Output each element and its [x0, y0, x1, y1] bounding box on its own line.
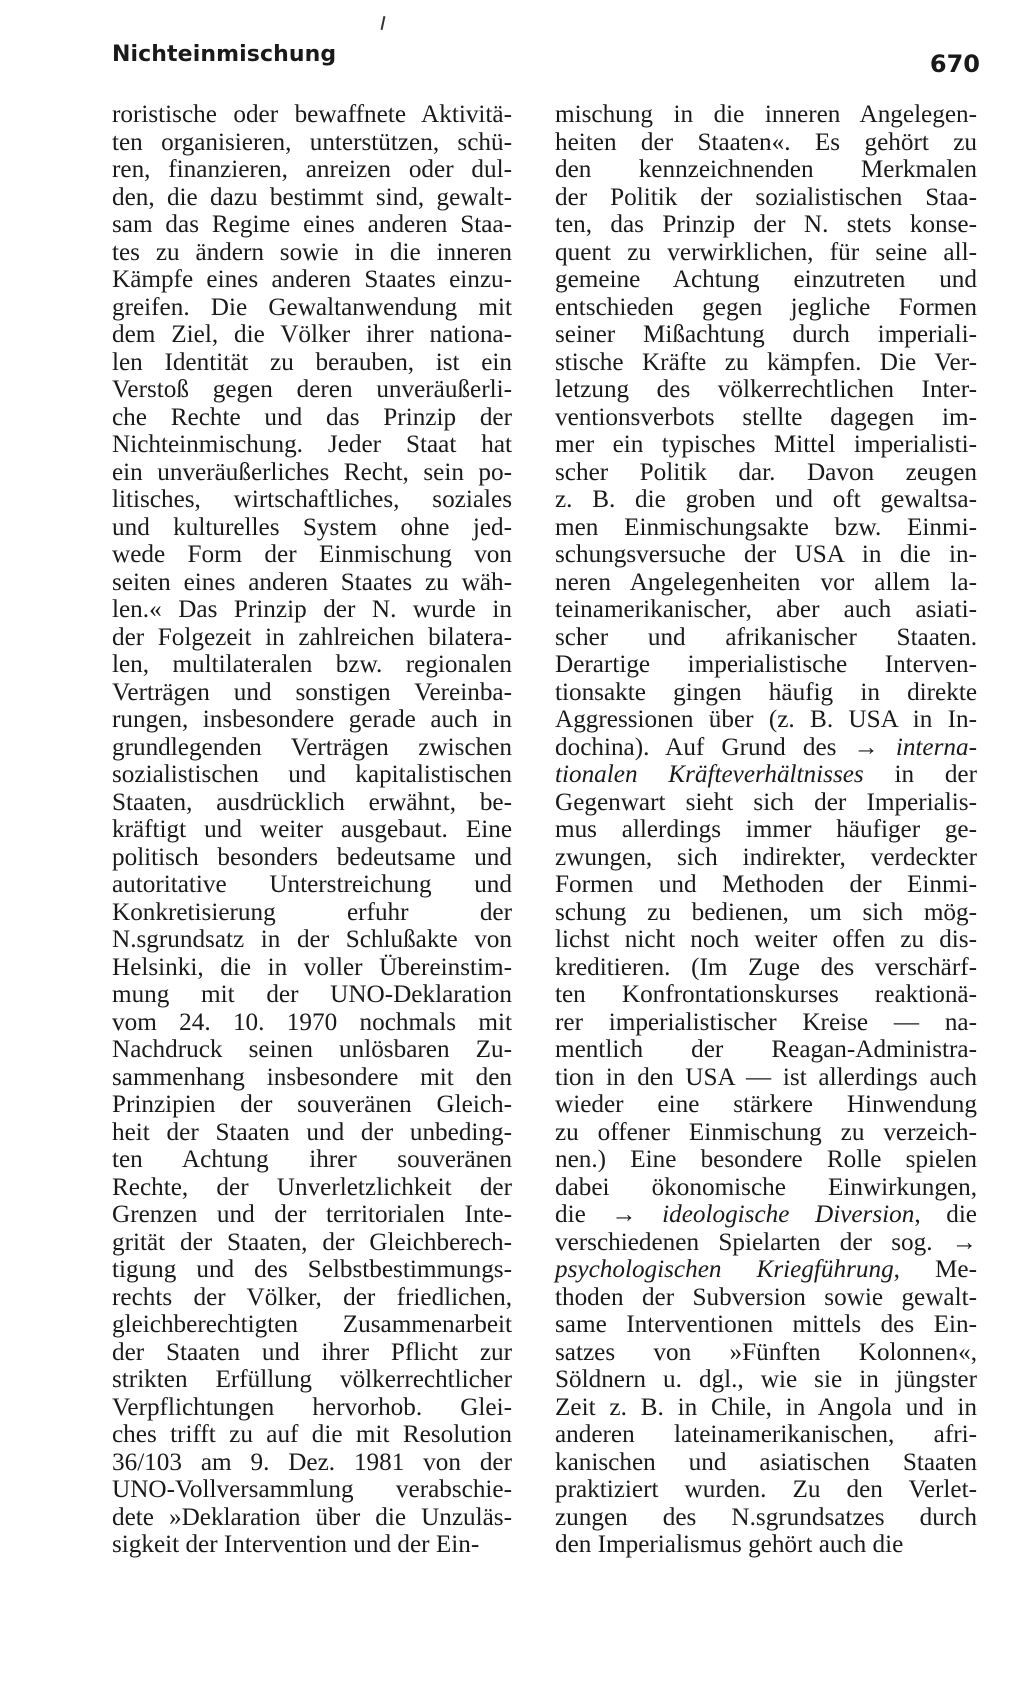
text-line: greifen. Die Gewaltanwendung mit [112, 293, 512, 321]
text-line: Derartige imperialistische Interven- [555, 651, 977, 678]
text-line: Helsinki, die in voller Übereinstim- [112, 953, 512, 981]
text-line: schungsversuche der USA in die in- [555, 541, 977, 568]
print-mark [381, 16, 386, 30]
text-line: verschiedenen Spielarten der sog. → [555, 1228, 977, 1256]
text-line: zungen des N.sgrundsatzes durch [555, 1503, 977, 1531]
text-line: wieder eine stärkere Hinwendung [555, 1091, 977, 1118]
text-line: kräftigt und weiter ausgebaut. Eine [112, 816, 512, 843]
text-line: same Interventionen mittels des Ein- [555, 1311, 977, 1338]
text-line: seiner Mißachtung durch imperiali- [555, 321, 977, 348]
text-line: len Identität zu berauben, ist ein [112, 348, 512, 376]
text-line: mung mit der UNO-Deklaration [112, 981, 512, 1008]
text-line: der Staaten und ihrer Pflicht zur [112, 1338, 512, 1366]
text-line: ches trifft zu auf die mit Resolution [112, 1421, 512, 1448]
text-line: seiten eines anderen Staates zu wäh- [112, 568, 512, 596]
text-line: men Einmischungsakte bzw. Einmi- [555, 513, 977, 541]
text-line: sozialistischen und kapitalistischen [112, 761, 512, 788]
text-line: Grenzen und der territorialen Inte- [112, 1201, 512, 1228]
text-line: lichst nicht noch weiter offen zu dis- [555, 926, 977, 953]
text-line: der Folgezeit in zahlreichen bilatera- [112, 623, 512, 651]
text-line: neren Angelegenheiten vor allem la- [555, 568, 977, 596]
text-line: tion in den USA — ist allerdings auch [555, 1063, 977, 1091]
text-line: die → ideologische Diversion, die [555, 1201, 977, 1228]
text-line: nen.) Eine besondere Rolle spielen [555, 1146, 977, 1173]
text-line: Prinzipien der souveränen Gleich- [112, 1091, 512, 1118]
text-line: kreditieren. (Im Zuge des verschärf- [555, 953, 977, 981]
text-line: tionalen Kräfteverhältnisses in der [555, 761, 977, 788]
text-line: Zeit z. B. in Chile, in Angola und in [555, 1393, 977, 1421]
text-line: Nichteinmischung. Jeder Staat hat [112, 431, 512, 458]
text-line: scher und afrikanischer Staaten. [555, 623, 977, 651]
text-line: ten Konfrontationskurses reaktionä- [555, 981, 977, 1008]
text-line: Verstoß gegen deren unveräußerli- [112, 376, 512, 403]
left-column [112, 101, 512, 1559]
text-line: den Imperialismus gehört auch die [555, 1531, 904, 1558]
text-line: Nachdruck seinen unlösbaren Zu- [112, 1036, 512, 1063]
text-line: len, multilateralen bzw. regionalen [112, 651, 512, 678]
text-line: ren, finanzieren, anreizen oder dul- [112, 156, 512, 183]
text-line: und kulturelles System ohne jed- [112, 513, 512, 541]
running-head-keyword: Nichteinmischung [112, 42, 337, 67]
text-line: vom 24. 10. 1970 nochmals mit [112, 1008, 512, 1036]
page-header [112, 42, 980, 82]
text-line: dete »Deklaration über die Unzuläs- [112, 1503, 512, 1531]
text-line: len.« Das Prinzip der N. wurde in [112, 596, 512, 623]
text-line: sam das Regime eines anderen Staa- [112, 211, 512, 238]
text-line: praktiziert wurden. Zu den Verlet- [555, 1476, 977, 1503]
text-line: rechts der Völker, der friedlichen, [112, 1283, 512, 1311]
text-line: grität der Staaten, der Gleichberech- [112, 1228, 512, 1256]
text-line: politisch besonders bedeutsame und [112, 843, 512, 871]
text-line: autoritative Unterstreichung und [112, 871, 512, 898]
text-line: ten organisieren, unterstützen, schü- [112, 128, 512, 156]
text-line: heit der Staaten und der unbeding- [112, 1118, 512, 1146]
text-line: mischung in die inneren Angelegen- [555, 101, 977, 128]
text-line: tigung und des Selbstbestimmungs- [112, 1256, 512, 1283]
text-line: 36/103 am 9. Dez. 1981 von der [112, 1448, 512, 1476]
text-line: anderen lateinamerikanischen, afri- [555, 1421, 977, 1448]
text-line: Verträgen und sonstigen Vereinba- [112, 678, 512, 706]
text-line: der Politik der sozialistischen Staa- [555, 183, 977, 211]
text-line: psychologischen Kriegführung, Me- [555, 1256, 977, 1283]
text-line: ein unveräußerliches Recht, sein po- [112, 458, 512, 486]
text-line: ventionsverbots stellte dagegen im- [555, 403, 977, 431]
text-line: zwungen, sich indirekter, verdeckter [555, 843, 977, 871]
text-line: z. B. die groben und oft gewaltsa- [555, 486, 977, 513]
text-line: sigkeit der Intervention und der Ein- [112, 1531, 480, 1558]
text-line: kanischen und asiatischen Staaten [555, 1448, 977, 1476]
page-number: 670 [929, 50, 980, 78]
text-line: quent zu verwirklichen, für seine all- [555, 238, 977, 266]
text-line: Kämpfe eines anderen Staates einzu- [112, 266, 512, 293]
text-line: heiten der Staaten«. Es gehört zu [555, 128, 977, 156]
text-line: tionsakte gingen häufig in direkte [555, 678, 977, 706]
text-line: roristische oder bewaffnete Aktivitä- [112, 101, 512, 128]
text-line: sammenhang insbesondere mit den [112, 1063, 512, 1091]
text-line: rungen, insbesondere gerade auch in [112, 706, 512, 733]
text-line: stische Kräfte zu kämpfen. Die Ver- [555, 348, 977, 376]
text-line: entschieden gegen jegliche Formen [555, 293, 977, 321]
text-line: thoden der Subversion sowie gewalt- [555, 1283, 977, 1311]
text-line: Verpflichtungen hervorhob. Glei- [112, 1393, 512, 1421]
text-line: Staaten, ausdrücklich erwähnt, be- [112, 788, 512, 816]
text-line: Rechte, der Unverletzlichkeit der [112, 1173, 512, 1201]
text-line: strikten Erfüllung völkerrechtlicher [112, 1366, 512, 1393]
text-line: mentlich der Reagan-Administra- [555, 1036, 977, 1063]
text-line: Söldnern u. dgl., wie sie in jüngster [555, 1366, 977, 1393]
text-line: den kennzeichnenden Merkmalen [555, 156, 977, 183]
text-line: scher Politik dar. Davon zeugen [555, 458, 977, 486]
text-line: schung zu bedienen, um sich mög- [555, 898, 977, 926]
text-line: dem Ziel, die Völker ihrer nationa- [112, 321, 512, 348]
text-line: tes zu ändern sowie in die inneren [112, 238, 512, 266]
text-line: Gegenwart sieht sich der Imperialis- [555, 788, 977, 816]
text-line: Formen und Methoden der Einmi- [555, 871, 977, 898]
text-line: satzes von »Fünften Kolonnen«, [555, 1338, 977, 1366]
text-line: rer imperialistischer Kreise — na- [555, 1008, 977, 1036]
text-line: wede Form der Einmischung von [112, 541, 512, 568]
text-line: grundlegenden Verträgen zwischen [112, 733, 512, 761]
text-line: UNO-Vollversammlung verabschie- [112, 1476, 512, 1503]
text-line: Aggressionen über (z. B. USA in In- [555, 706, 977, 733]
right-column [555, 101, 977, 1559]
text-line: mus allerdings immer häufiger ge- [555, 816, 977, 843]
text-line: ten, das Prinzip der N. stets konse- [555, 211, 977, 238]
text-line: teinamerikanischer, aber auch asiati- [555, 596, 977, 623]
text-line: dochina). Auf Grund des → interna- [555, 733, 977, 761]
text-line: che Rechte und das Prinzip der [112, 403, 512, 431]
text-line: mer ein typisches Mittel imperialisti- [555, 431, 977, 458]
text-line: N.sgrundsatz in der Schlußakte von [112, 926, 512, 953]
text-line: zu offener Einmischung zu verzeich- [555, 1118, 977, 1146]
text-line: letzung des völkerrechtlichen Inter- [555, 376, 977, 403]
text-line: litisches, wirtschaftliches, soziales [112, 486, 512, 513]
text-line: Konkretisierung erfuhr der [112, 898, 512, 926]
text-line: gemeine Achtung einzutreten und [555, 266, 977, 293]
text-line: ten Achtung ihrer souveränen [112, 1146, 512, 1173]
text-line: gleichberechtigten Zusammenarbeit [112, 1311, 512, 1338]
text-line: den, die dazu bestimmt sind, gewalt- [112, 183, 512, 211]
text-line: dabei ökonomische Einwirkungen, [555, 1173, 977, 1201]
